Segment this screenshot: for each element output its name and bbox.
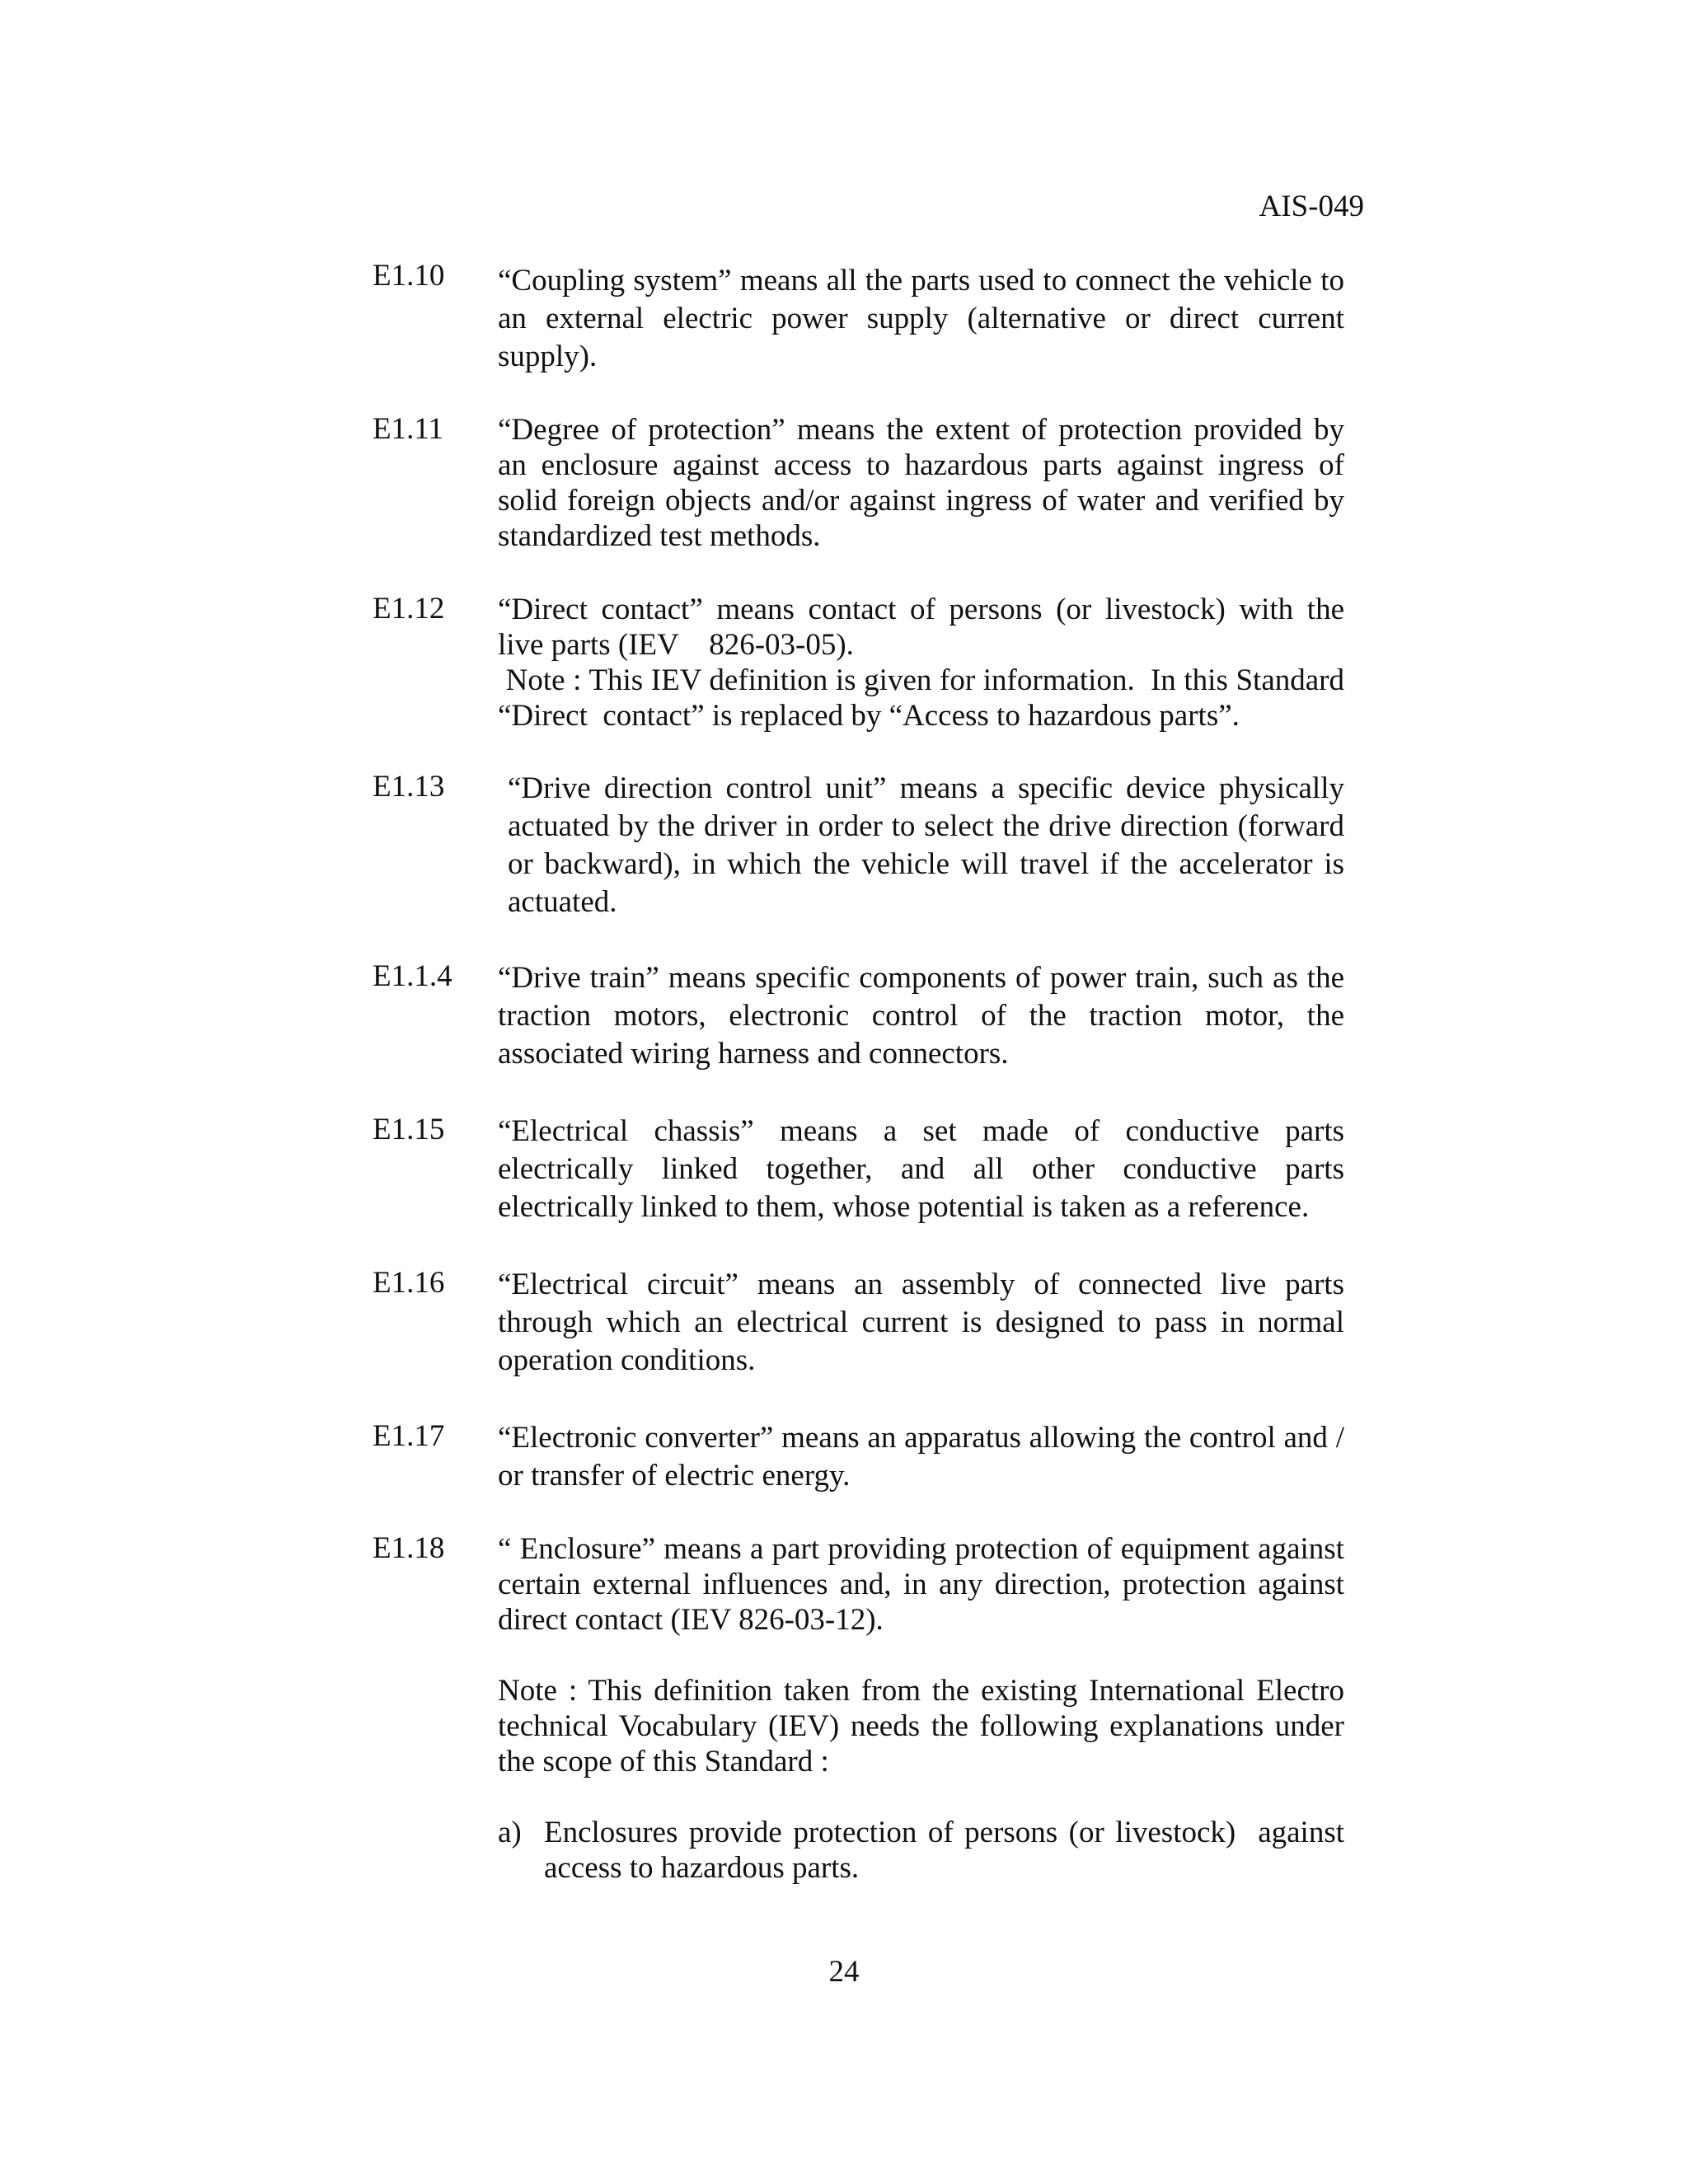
clause-text-e1-17 bbox=[498, 1419, 1344, 1495]
clause-line: “ Enclosure” means a part providing protection of equipment against bbox=[498, 1532, 1344, 1566]
clause-text-e1-18 bbox=[498, 1531, 1344, 1638]
clause-line: or backward), in which the vehicle will travel if the accelerator is bbox=[508, 847, 1344, 881]
clause-text-e1-11 bbox=[498, 412, 1344, 554]
clause-line: “Degree of protection” means the extent of protection provided by bbox=[498, 413, 1344, 447]
clause-line: “Direct contact” means contact of persons (or livestock) with the bbox=[498, 593, 1344, 626]
clause-text-e1-10 bbox=[498, 262, 1344, 376]
clause-number-e1-16: E1.16 bbox=[373, 1266, 445, 1300]
clause-line: “Electrical chassis” means a set made of conductive parts bbox=[498, 1114, 1344, 1148]
page-number: 24 bbox=[828, 1955, 860, 1989]
clause-line: live parts (IEV 826-03-05). bbox=[498, 628, 854, 662]
clause-line: traction motors, electronic control of the traction motor, the bbox=[498, 999, 1344, 1033]
clause-text-e1-15 bbox=[498, 1113, 1344, 1226]
clause-number-e1-13: E1.13 bbox=[373, 770, 445, 804]
note-line: technical Vocabulary (IEV) needs the following explanations under bbox=[498, 1709, 1344, 1743]
clause-note-line: Note : This IEV definition is given for information. In this Standard bbox=[498, 663, 1344, 697]
clause-line: solid foreign objects and/or against ingress of water and verified by bbox=[498, 484, 1344, 518]
clause-note-line: “Direct contact” is replaced by “Access to hazardous parts”. bbox=[498, 699, 1240, 733]
clause-line: or transfer of electric energy. bbox=[498, 1459, 851, 1493]
clause-line: certain external influences and, in any direction, protection against bbox=[498, 1568, 1344, 1601]
list-marker: a) bbox=[498, 1816, 522, 1849]
clause-number-e1-12: E1.12 bbox=[373, 592, 445, 626]
clause-line: electrically linked together, and all other conductive parts bbox=[498, 1152, 1344, 1186]
list-item-body bbox=[544, 1815, 1344, 1886]
clause-number-e1-10: E1.10 bbox=[373, 259, 445, 293]
clause-line: an external electric power supply (alternative or direct current bbox=[498, 302, 1344, 335]
clause-number-e1-18: E1.18 bbox=[373, 1531, 445, 1565]
clause-text-e1-12 bbox=[498, 592, 1344, 733]
clause-line: electrically linked to them, whose potential is taken as a reference. bbox=[498, 1190, 1310, 1224]
clause-number-e1-11: E1.11 bbox=[373, 412, 443, 446]
clause-line: “Drive direction control unit” means a specific device physically bbox=[508, 771, 1344, 805]
clause-text-e1-13 bbox=[508, 770, 1344, 921]
clause-line: associated wiring harness and connectors. bbox=[498, 1037, 1009, 1071]
clause-number-e1-15: E1.15 bbox=[373, 1113, 445, 1146]
clause-line: standardized test methods. bbox=[498, 519, 821, 553]
clause-line: actuated. bbox=[508, 885, 617, 919]
clause-line: “Electrical circuit” means an assembly of connected live parts bbox=[498, 1268, 1344, 1301]
list-line: Enclosures provide protection of persons (or livestock) against bbox=[544, 1816, 1344, 1849]
note-line: the scope of this Standard : bbox=[498, 1745, 829, 1779]
clause-text-e1-16 bbox=[498, 1266, 1344, 1380]
clause-line: supply). bbox=[498, 340, 598, 373]
clause-line: an enclosure against access to hazardous parts against ingress of bbox=[498, 448, 1344, 482]
clause-number-e1-17: E1.17 bbox=[373, 1419, 445, 1453]
clause-text-e1-1-4 bbox=[498, 959, 1344, 1073]
clause-number-e1-1-4: E1.1.4 bbox=[373, 959, 452, 993]
clause-line: “Coupling system” means all the parts used to connect the vehicle to bbox=[498, 264, 1344, 298]
document-code: AIS-049 bbox=[1259, 190, 1364, 223]
clause-line: “Drive train” means specific components of power train, such as the bbox=[498, 961, 1344, 995]
clause-line: actuated by the driver in order to select the drive direction (forward bbox=[508, 809, 1344, 843]
clause-line: operation conditions. bbox=[498, 1343, 756, 1377]
enclosure-note bbox=[498, 1673, 1344, 1779]
clause-line: through which an electrical current is designed to pass in normal bbox=[498, 1305, 1344, 1339]
clause-line: direct contact (IEV 826-03-12). bbox=[498, 1603, 884, 1637]
clause-line: “Electronic converter” means an apparatus allowing the control and / bbox=[498, 1421, 1344, 1455]
list-line: access to hazardous parts. bbox=[544, 1851, 860, 1885]
note-line: Note : This definition taken from the existing International Electro bbox=[498, 1674, 1344, 1708]
